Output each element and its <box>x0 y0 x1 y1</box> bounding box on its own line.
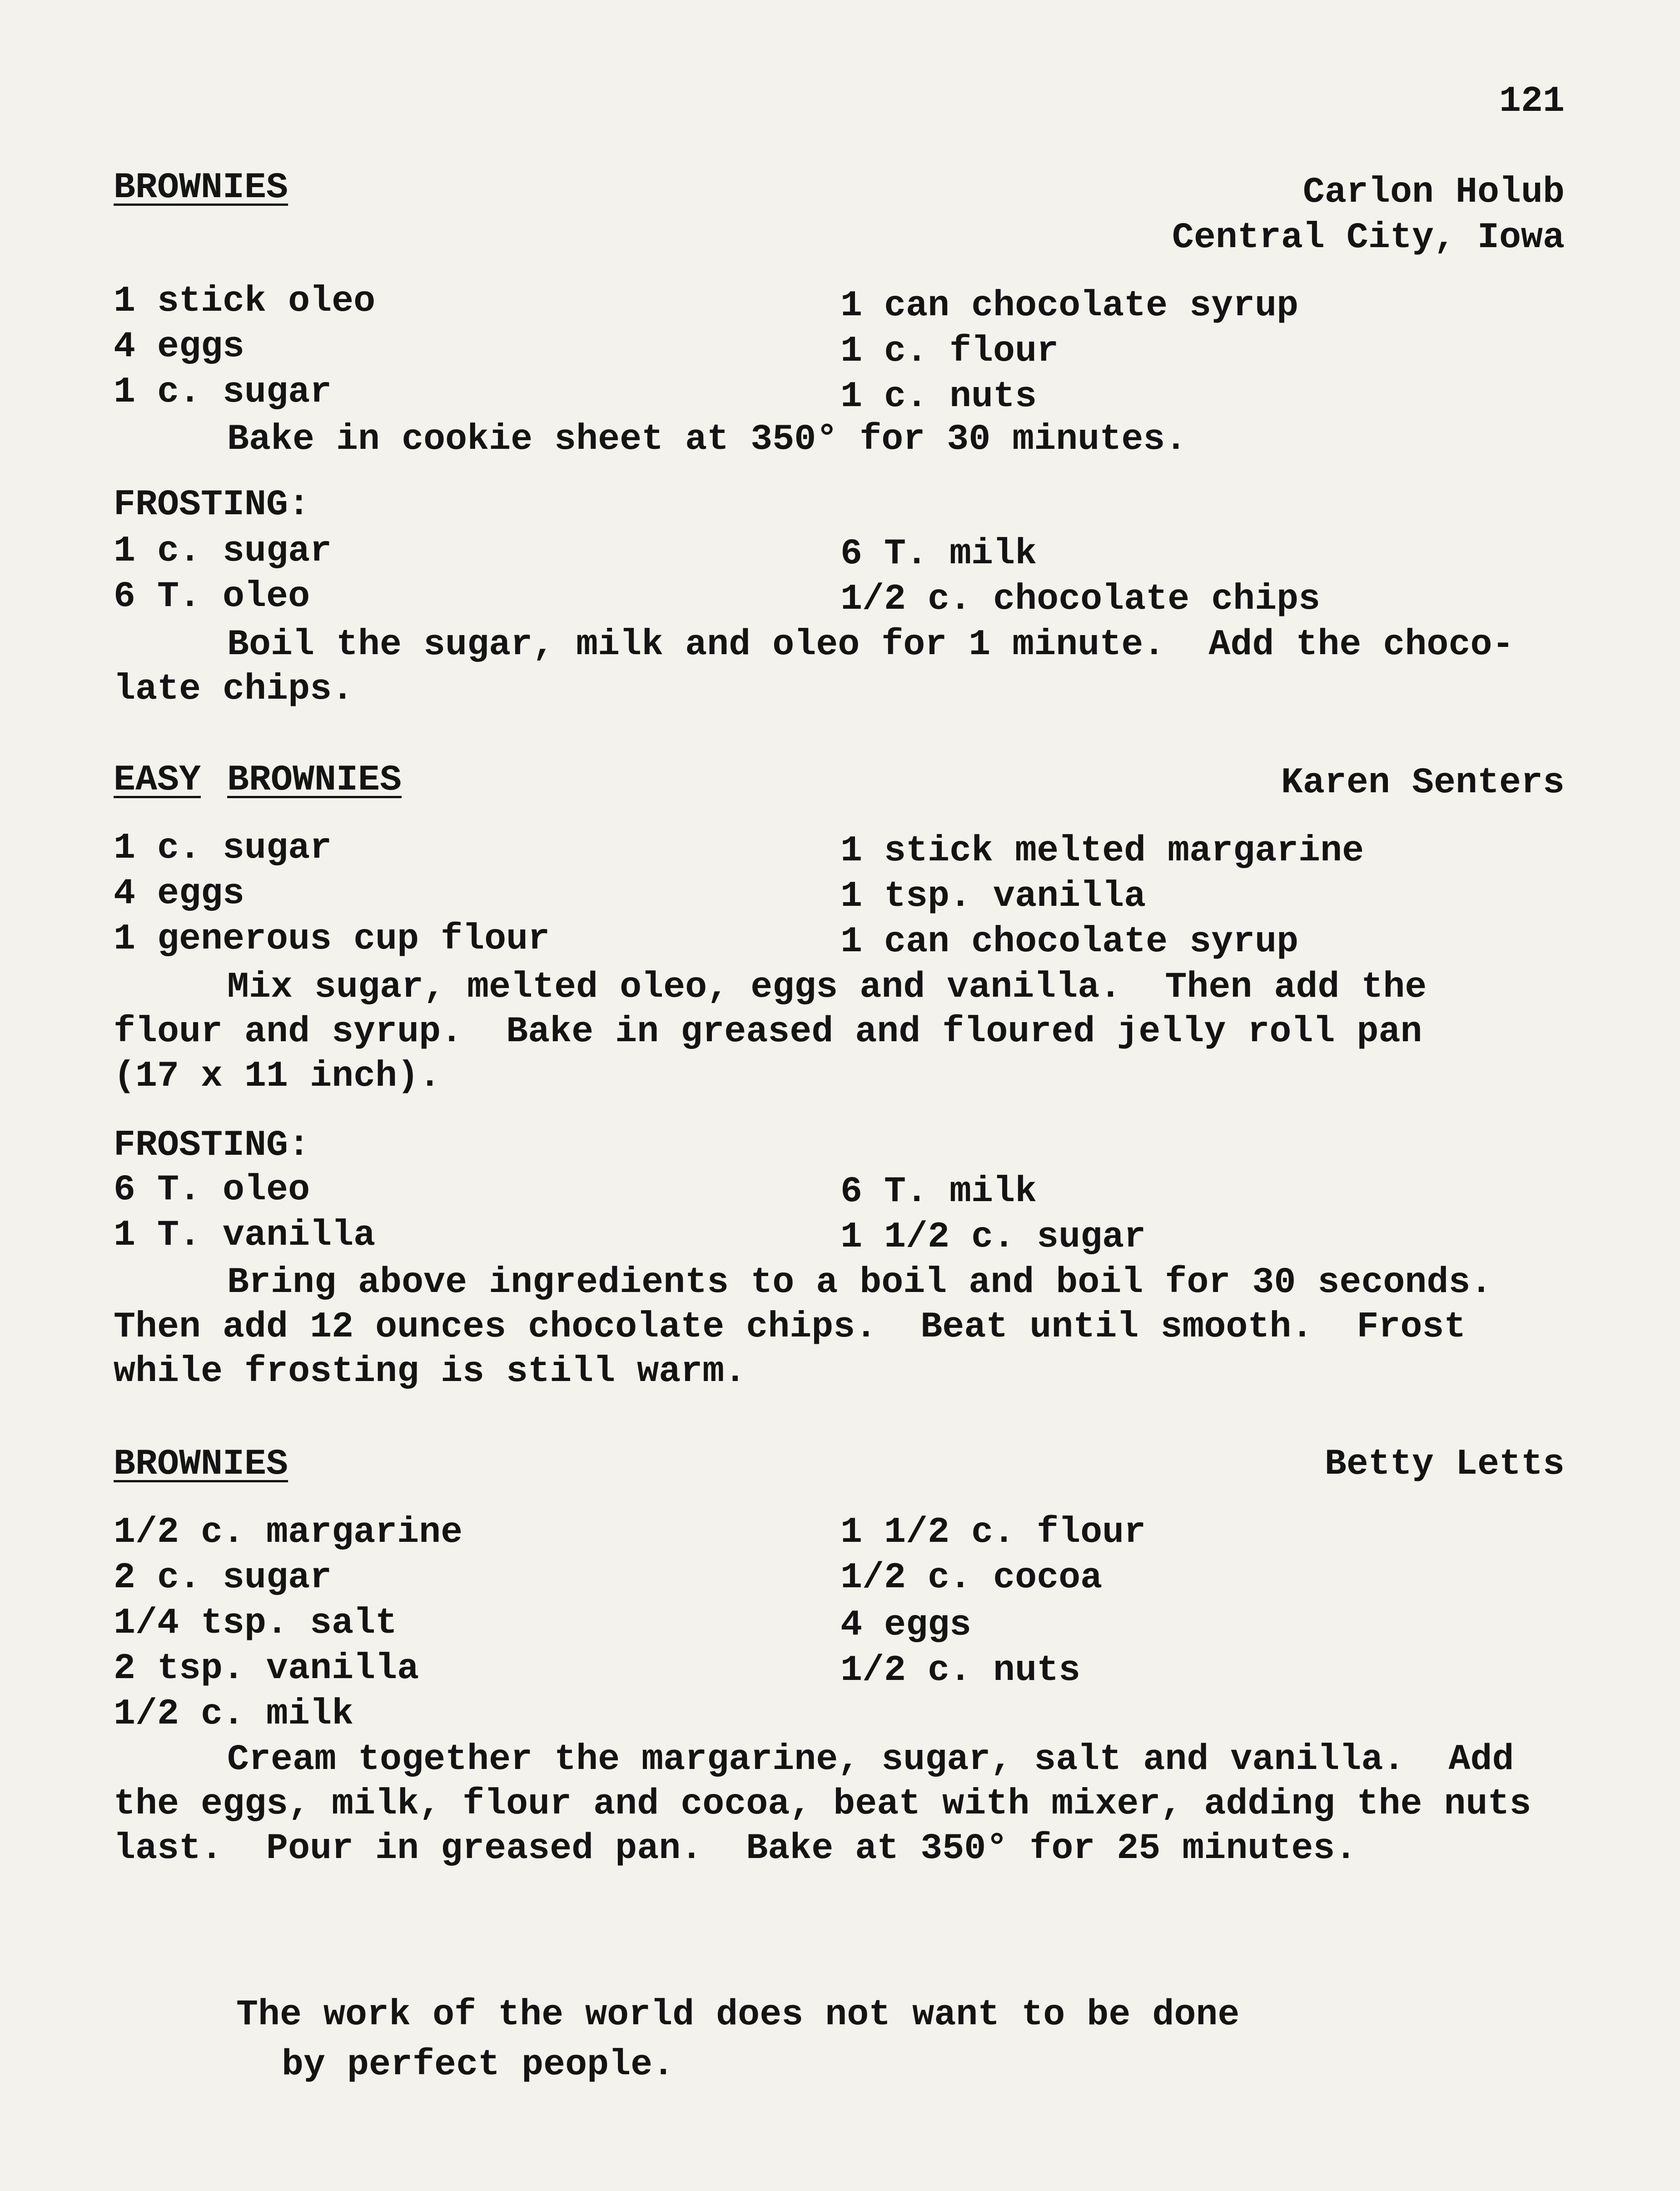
recipe-3-ingredient: 1/2 c. milk <box>114 1694 354 1735</box>
recipe-2-frosting-directions: while frosting is still warm. <box>114 1351 746 1392</box>
recipe-2-frosting-ingredient: 6 T. oleo <box>114 1169 310 1211</box>
recipe-3-directions: last. Pour in greased pan. Bake at 350° for 25 minutes. <box>114 1828 1357 1869</box>
recipe-3-directions: Cream together the margarine, sugar, salt and vanilla. Add <box>227 1739 1514 1780</box>
recipe-1-directions: Bake in cookie sheet at 350° for 30 minutes. <box>227 419 1187 460</box>
recipe-3-ingredient: 1/2 c. cocoa <box>840 1557 1103 1599</box>
recipe-2-ingredient: 1 can chocolate syrup <box>840 921 1299 963</box>
recipe-2-frosting-directions: Then add 12 ounces chocolate chips. Beat until smooth. Frost <box>114 1307 1466 1348</box>
recipe-3-ingredient: 1/2 c. margarine <box>114 1512 463 1553</box>
recipe-2-author: Karen Senters <box>1281 762 1565 804</box>
recipe-2-ingredient: 1 tsp. vanilla <box>840 876 1146 917</box>
recipe-1-frosting-label: FROSTING: <box>114 484 310 526</box>
recipe-3-ingredient: 1/4 tsp. salt <box>114 1603 398 1644</box>
recipe-3-ingredient: 4 eggs <box>840 1605 972 1646</box>
recipe-3-title: BROWNIES <box>114 1444 288 1485</box>
recipe-1-ingredient: 1 can chocolate syrup <box>840 285 1299 327</box>
recipe-3-ingredient: 2 tsp. vanilla <box>114 1648 419 1689</box>
recipe-1-ingredient: 4 eggs <box>114 326 245 368</box>
recipe-2-frosting-ingredient: 1 1/2 c. sugar <box>840 1217 1146 1258</box>
recipe-2-title-brownies: BROWNIES <box>227 760 402 801</box>
recipe-2-ingredient: 4 eggs <box>114 873 245 914</box>
recipe-1-frosting-ingredient: 6 T. milk <box>840 533 1037 575</box>
recipe-1-location: Central City, Iowa <box>1172 217 1565 258</box>
recipe-1-frosting-ingredient: 1/2 c. chocolate chips <box>840 579 1321 620</box>
recipe-2-directions: (17 x 11 inch). <box>114 1056 441 1097</box>
recipe-1-author: Carlon Holub <box>1302 172 1565 213</box>
recipe-2-ingredient: 1 c. sugar <box>114 828 332 869</box>
recipe-3-directions: the eggs, milk, flour and cocoa, beat with mixer, adding the nuts <box>114 1784 1531 1825</box>
recipe-1-frosting-ingredient: 1 c. sugar <box>114 531 332 572</box>
quote-line: The work of the world does not want to be done <box>236 1994 1240 2036</box>
page-number: 121 <box>1499 81 1565 122</box>
recipe-2-frosting-directions: Bring above ingredients to a boil and boil for 30 seconds. <box>227 1262 1492 1303</box>
recipe-1-title: BROWNIES <box>114 167 288 209</box>
recipe-2-ingredient: 1 stick melted margarine <box>840 830 1364 872</box>
recipe-2-frosting-ingredient: 1 T. vanilla <box>114 1215 376 1256</box>
recipe-1-frosting-directions: late chips. <box>114 669 354 710</box>
recipe-1-ingredient: 1 c. nuts <box>840 376 1037 417</box>
recipe-1-ingredient: 1 c. flour <box>840 331 1059 372</box>
recipe-3-ingredient: 2 c. sugar <box>114 1557 332 1599</box>
recipe-2-frosting-label: FROSTING: <box>114 1125 310 1166</box>
recipe-3-ingredient: 1/2 c. nuts <box>840 1650 1081 1691</box>
quote-line: by perfect people. <box>282 2044 675 2086</box>
recipe-1-ingredient: 1 stick oleo <box>114 281 376 322</box>
recipe-2-ingredient: 1 generous cup flour <box>114 919 550 960</box>
recipe-2-title-easy: EASY <box>114 760 201 801</box>
recipe-1-frosting-directions: Boil the sugar, milk and oleo for 1 minute. Add the choco- <box>227 624 1514 666</box>
recipe-2-directions: Mix sugar, melted oleo, eggs and vanilla. Then add the <box>227 967 1427 1008</box>
recipe-3-author: Betty Letts <box>1324 1444 1565 1485</box>
recipe-2-directions: flour and syrup. Bake in greased and floured jelly roll pan <box>114 1011 1422 1053</box>
recipe-3-ingredient: 1 1/2 c. flour <box>840 1512 1146 1553</box>
recipe-1-frosting-ingredient: 6 T. oleo <box>114 576 310 617</box>
recipe-1-ingredient: 1 c. sugar <box>114 372 332 413</box>
recipe-2-frosting-ingredient: 6 T. milk <box>840 1171 1037 1212</box>
